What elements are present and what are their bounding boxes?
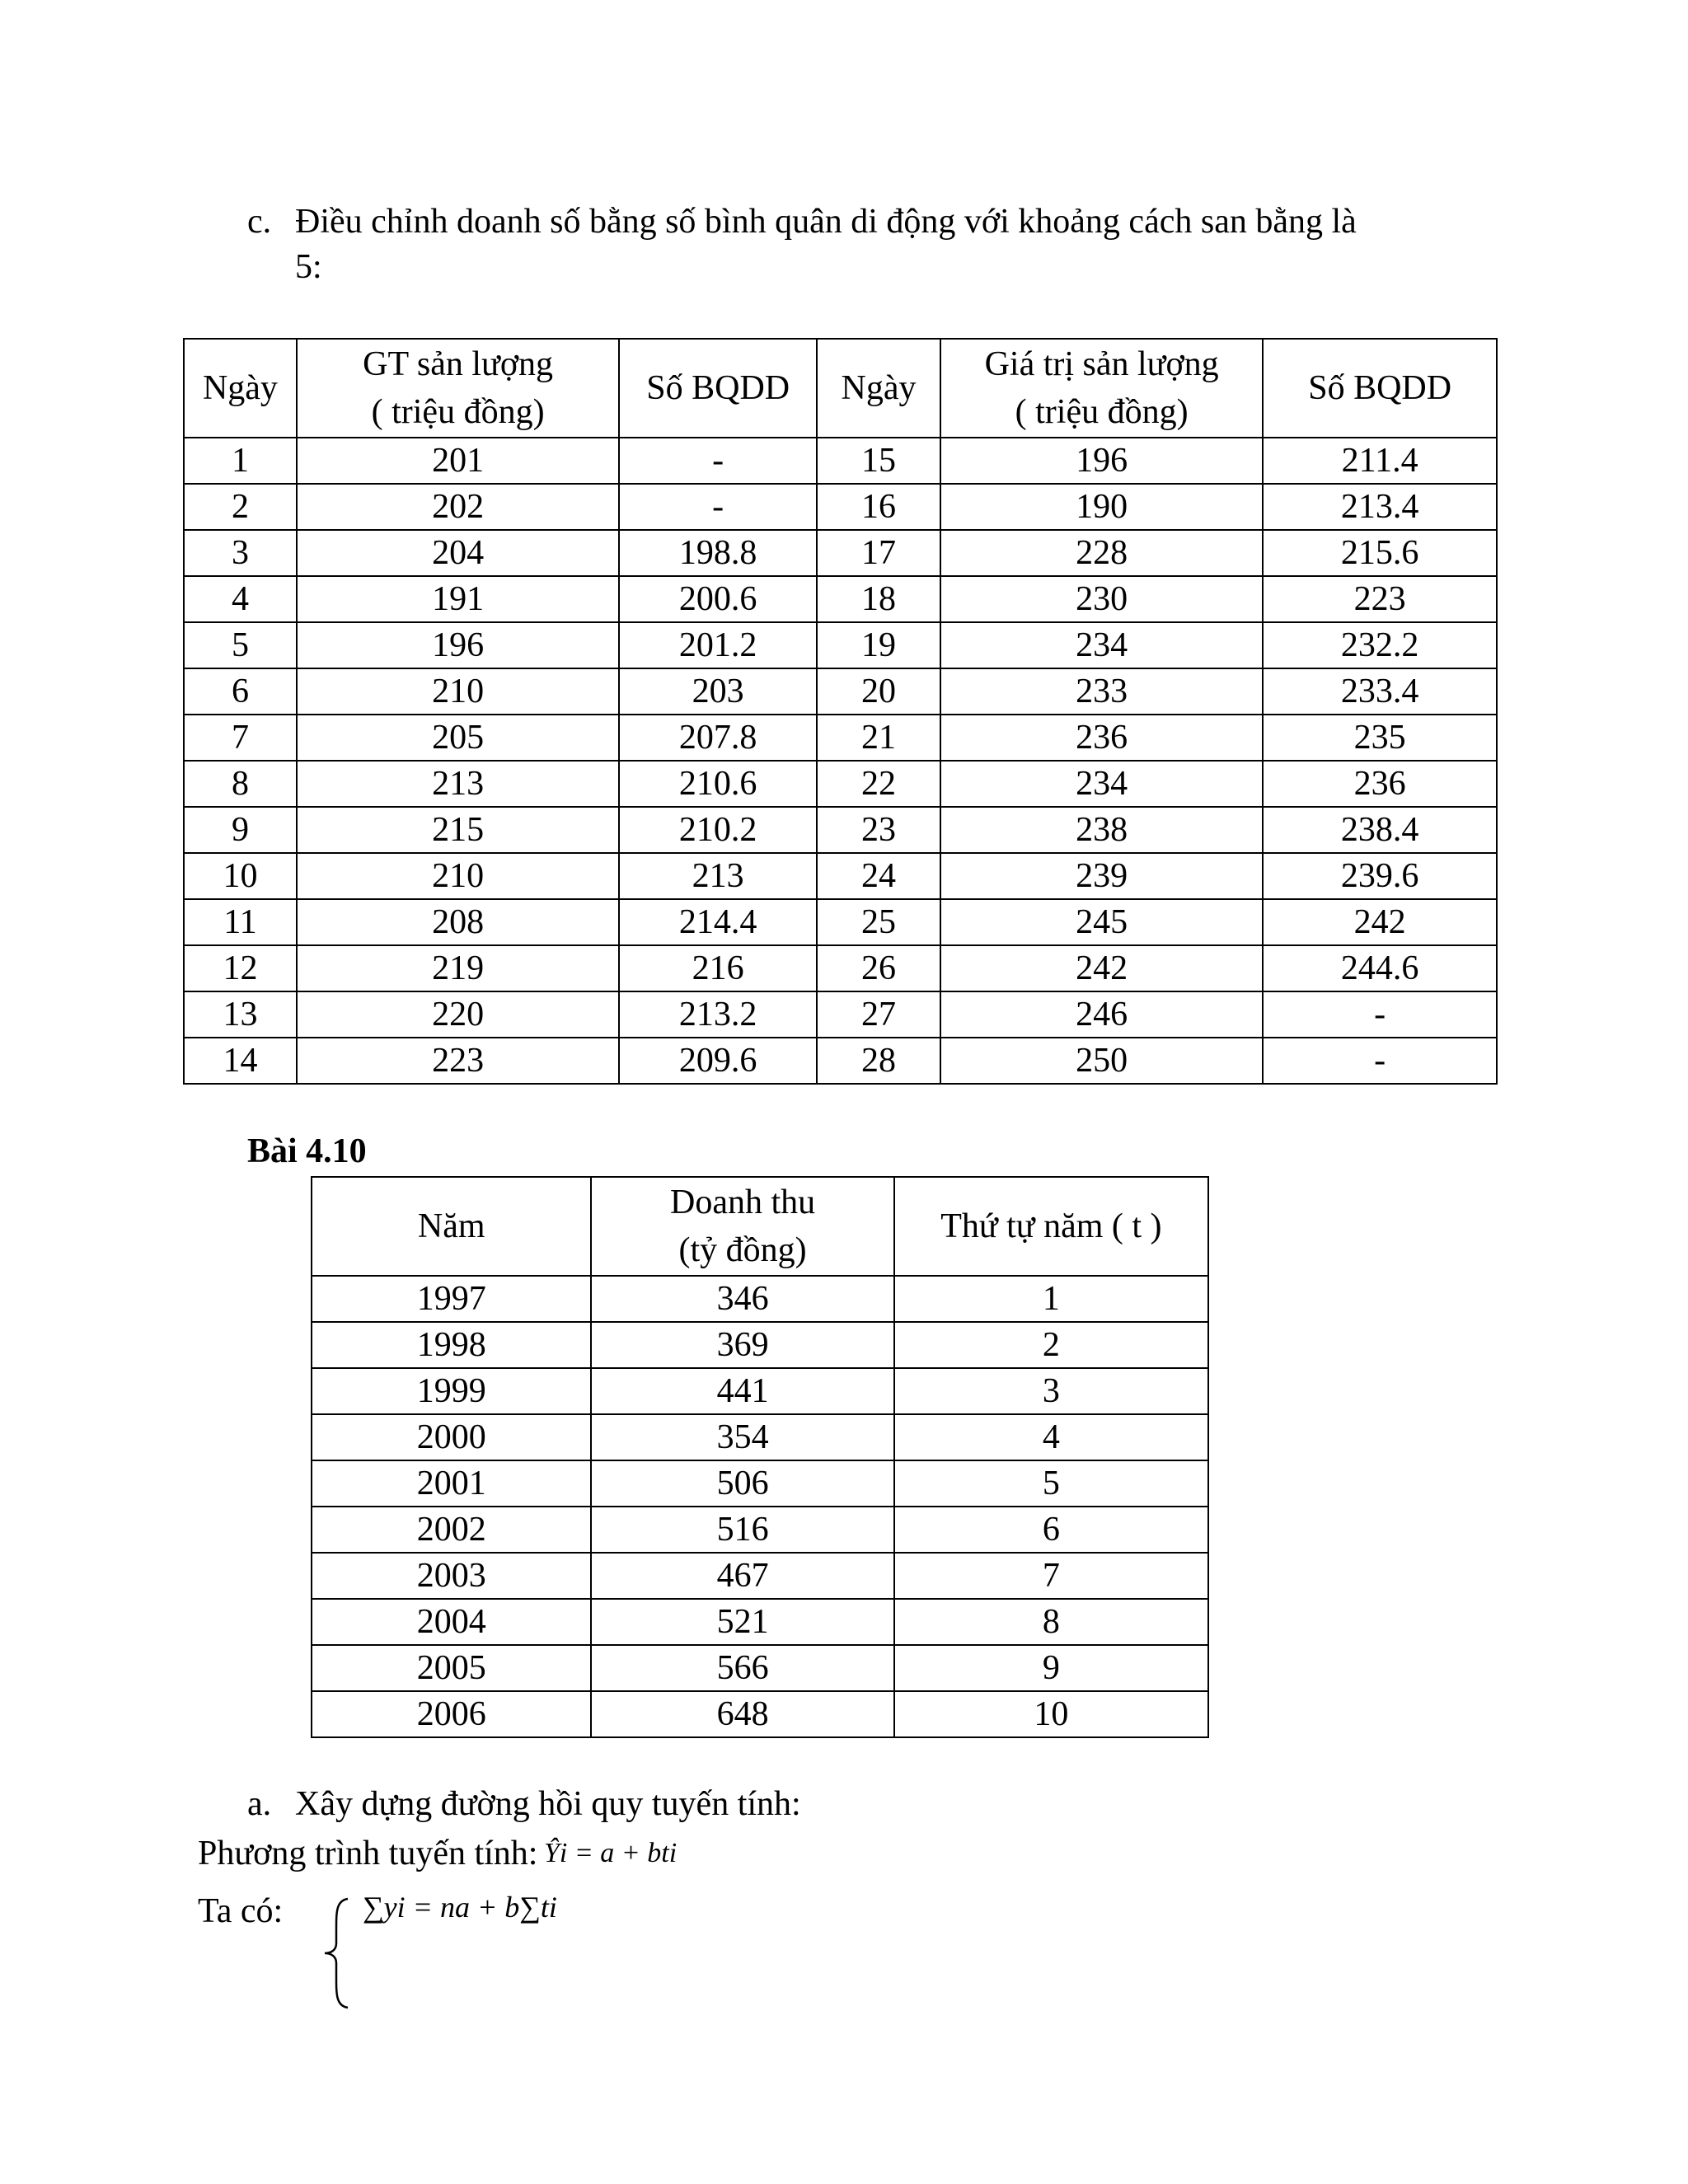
section-c-marker: c.: [247, 203, 272, 241]
table-cell: 236: [1263, 761, 1497, 807]
normal-equation-1: ∑yi = na + b∑ti: [363, 1891, 557, 1924]
header-doanh-thu: [591, 1177, 893, 1276]
table-cell: 12: [184, 945, 297, 991]
table-row: [312, 1414, 1208, 1460]
header-gt-line1: GT sản lượng: [363, 345, 554, 383]
table-cell: 200.6: [619, 576, 817, 622]
table-cell: 239.6: [1263, 853, 1497, 899]
table-cell: 223: [297, 1038, 619, 1084]
table-cell: 8: [184, 761, 297, 807]
table-row: [312, 1460, 1208, 1507]
table-cell: 9: [894, 1645, 1208, 1691]
table-cell: 9: [184, 807, 297, 853]
table-cell: 506: [591, 1460, 893, 1507]
table-cell: 354: [591, 1414, 893, 1460]
header-bqdd-2: Số BQDD: [1263, 339, 1497, 438]
table-cell: 202: [297, 484, 619, 530]
table-row: [184, 622, 1497, 668]
table-row: [312, 1553, 1208, 1599]
exercise-title: Bài 4.10: [247, 1132, 367, 1170]
table-cell: 467: [591, 1553, 893, 1599]
table-cell: 210.2: [619, 807, 817, 853]
table-cell: 7: [894, 1553, 1208, 1599]
table-cell: 6: [894, 1507, 1208, 1553]
table-row: [312, 1322, 1208, 1368]
table-cell: 214.4: [619, 899, 817, 945]
table-cell: 215: [297, 807, 619, 853]
table-cell: 5: [184, 622, 297, 668]
table-cell: 210: [297, 853, 619, 899]
table-cell: 4: [894, 1414, 1208, 1460]
table-header-row: [312, 1177, 1208, 1276]
table-row: [184, 715, 1497, 761]
table-cell: -: [1263, 1038, 1497, 1084]
table-cell: 521: [591, 1599, 893, 1645]
table-cell: 4: [184, 576, 297, 622]
table-cell: 210: [297, 668, 619, 715]
table-row: [312, 1691, 1208, 1737]
header-gia-tri-line1: Giá trị sản lượng: [984, 345, 1219, 383]
header-doanh-thu-line1: Doanh thu: [669, 1183, 816, 1221]
table-cell: 245: [940, 899, 1263, 945]
table-cell: 239: [940, 853, 1263, 899]
table-cell: 2001: [312, 1460, 591, 1507]
table-cell: 242: [1263, 899, 1497, 945]
table-cell: 1: [184, 438, 297, 484]
table-cell: 215.6: [1263, 530, 1497, 576]
table-cell: 1: [894, 1276, 1208, 1322]
table-cell: 210.6: [619, 761, 817, 807]
equation-label: Phương trình tuyến tính:: [198, 1835, 538, 1872]
table-row: [184, 438, 1497, 484]
table-cell: 233.4: [1263, 668, 1497, 715]
table-row: [184, 761, 1497, 807]
table-row: [184, 1038, 1497, 1084]
section-c-line2: 5:: [295, 248, 322, 286]
table-cell: 211.4: [1263, 438, 1497, 484]
table-cell: 219: [297, 945, 619, 991]
table-cell: -: [619, 438, 817, 484]
ta-co-label: Ta có:: [198, 1892, 284, 1930]
table-cell: 208: [297, 899, 619, 945]
table-cell: 16: [817, 484, 940, 530]
table-cell: 566: [591, 1645, 893, 1691]
table-cell: 2: [184, 484, 297, 530]
table-row: [312, 1599, 1208, 1645]
table-cell: 28: [817, 1038, 940, 1084]
table-cell: 230: [940, 576, 1263, 622]
table-cell: 1999: [312, 1368, 591, 1414]
table-cell: 3: [184, 530, 297, 576]
table-cell: 203: [619, 668, 817, 715]
table-row: [312, 1507, 1208, 1553]
table-cell: 18: [817, 576, 940, 622]
table-cell: 27: [817, 991, 940, 1038]
table-cell: 196: [297, 622, 619, 668]
table-cell: 209.6: [619, 1038, 817, 1084]
header-nam: Năm: [312, 1177, 591, 1276]
table-cell: 24: [817, 853, 940, 899]
header-gia-tri-line2: ( triệu đồng): [1015, 393, 1189, 431]
table-cell: 3: [894, 1368, 1208, 1414]
header-bqdd-1: Số BQDD: [619, 339, 817, 438]
header-ngay-2: Ngày: [817, 339, 940, 438]
table-cell: 216: [619, 945, 817, 991]
table-cell: 8: [894, 1599, 1208, 1645]
table-cell: -: [1263, 991, 1497, 1038]
table-cell: 648: [591, 1691, 893, 1737]
table-cell: 213.2: [619, 991, 817, 1038]
table-cell: 10: [894, 1691, 1208, 1737]
table-cell: 2002: [312, 1507, 591, 1553]
table-header-row: [184, 339, 1497, 438]
table-row: [184, 668, 1497, 715]
table-cell: 235: [1263, 715, 1497, 761]
table-cell: 191: [297, 576, 619, 622]
table-cell: 21: [817, 715, 940, 761]
table-row: [184, 576, 1497, 622]
table-cell: 2: [894, 1322, 1208, 1368]
table-cell: 238.4: [1263, 807, 1497, 853]
section-a-marker: a.: [247, 1785, 272, 1823]
table-cell: 2003: [312, 1553, 591, 1599]
table-cell: 346: [591, 1276, 893, 1322]
table-cell: 213: [297, 761, 619, 807]
table-cell: 220: [297, 991, 619, 1038]
table-cell: -: [619, 484, 817, 530]
table-row: [312, 1368, 1208, 1414]
table-cell: 10: [184, 853, 297, 899]
table-cell: 213: [619, 853, 817, 899]
table-cell: 2000: [312, 1414, 591, 1460]
table-cell: 369: [591, 1322, 893, 1368]
table-cell: 232.2: [1263, 622, 1497, 668]
table-cell: 441: [591, 1368, 893, 1414]
table-cell: 228: [940, 530, 1263, 576]
table-cell: 1998: [312, 1322, 591, 1368]
table-cell: 238: [940, 807, 1263, 853]
table-cell: 516: [591, 1507, 893, 1553]
table-row: [184, 530, 1497, 576]
table-cell: 7: [184, 715, 297, 761]
table-cell: 204: [297, 530, 619, 576]
table-cell: 250: [940, 1038, 1263, 1084]
table-cell: 22: [817, 761, 940, 807]
table-cell: 6: [184, 668, 297, 715]
table-cell: 234: [940, 622, 1263, 668]
table-cell: 205: [297, 715, 619, 761]
table-cell: 213.4: [1263, 484, 1497, 530]
table-cell: 14: [184, 1038, 297, 1084]
section-a-text: Xây dựng đường hồi quy tuyến tính:: [295, 1785, 801, 1823]
table-row: [184, 945, 1497, 991]
header-doanh-thu-line2: (tỷ đồng): [678, 1231, 807, 1269]
table-cell: 26: [817, 945, 940, 991]
table-cell: 246: [940, 991, 1263, 1038]
left-brace-icon: [321, 1896, 354, 2011]
table-cell: 234: [940, 761, 1263, 807]
table-cell: 242: [940, 945, 1263, 991]
table-cell: 15: [817, 438, 940, 484]
table-row: [184, 484, 1497, 530]
section-c-line1: Điều chỉnh doanh số bằng số bình quân di động với khoảng cách san bằng là: [295, 203, 1357, 241]
moving-average-table: [183, 338, 1498, 1085]
table-cell: 236: [940, 715, 1263, 761]
table-cell: 2006: [312, 1691, 591, 1737]
table-cell: 244.6: [1263, 945, 1497, 991]
table-row: [184, 807, 1497, 853]
table-row: [312, 1645, 1208, 1691]
table-cell: 25: [817, 899, 940, 945]
table-cell: 13: [184, 991, 297, 1038]
revenue-table: [311, 1176, 1209, 1738]
table-cell: 23: [817, 807, 940, 853]
table-cell: 223: [1263, 576, 1497, 622]
table-cell: 198.8: [619, 530, 817, 576]
header-gt-line2: ( triệu đồng): [371, 393, 545, 431]
table-cell: 2005: [312, 1645, 591, 1691]
table-cell: 2004: [312, 1599, 591, 1645]
table-cell: 233: [940, 668, 1263, 715]
table-cell: 11: [184, 899, 297, 945]
table-row: [184, 899, 1497, 945]
regression-equation: Ŷi = a + bti: [544, 1838, 678, 1868]
header-gia-tri-san-luong: [940, 339, 1263, 438]
table-cell: 1997: [312, 1276, 591, 1322]
header-thu-tu-nam: Thứ tự năm ( t ): [894, 1177, 1208, 1276]
table-cell: 17: [817, 530, 940, 576]
table-cell: 201: [297, 438, 619, 484]
header-ngay-1: Ngày: [184, 339, 297, 438]
table-cell: 196: [940, 438, 1263, 484]
table-cell: 207.8: [619, 715, 817, 761]
table-cell: 19: [817, 622, 940, 668]
header-gt-san-luong: [297, 339, 619, 438]
table-row: [184, 853, 1497, 899]
table-cell: 20: [817, 668, 940, 715]
table-cell: 190: [940, 484, 1263, 530]
table-cell: 201.2: [619, 622, 817, 668]
table-row: [312, 1276, 1208, 1322]
table-cell: 5: [894, 1460, 1208, 1507]
table-row: [184, 991, 1497, 1038]
